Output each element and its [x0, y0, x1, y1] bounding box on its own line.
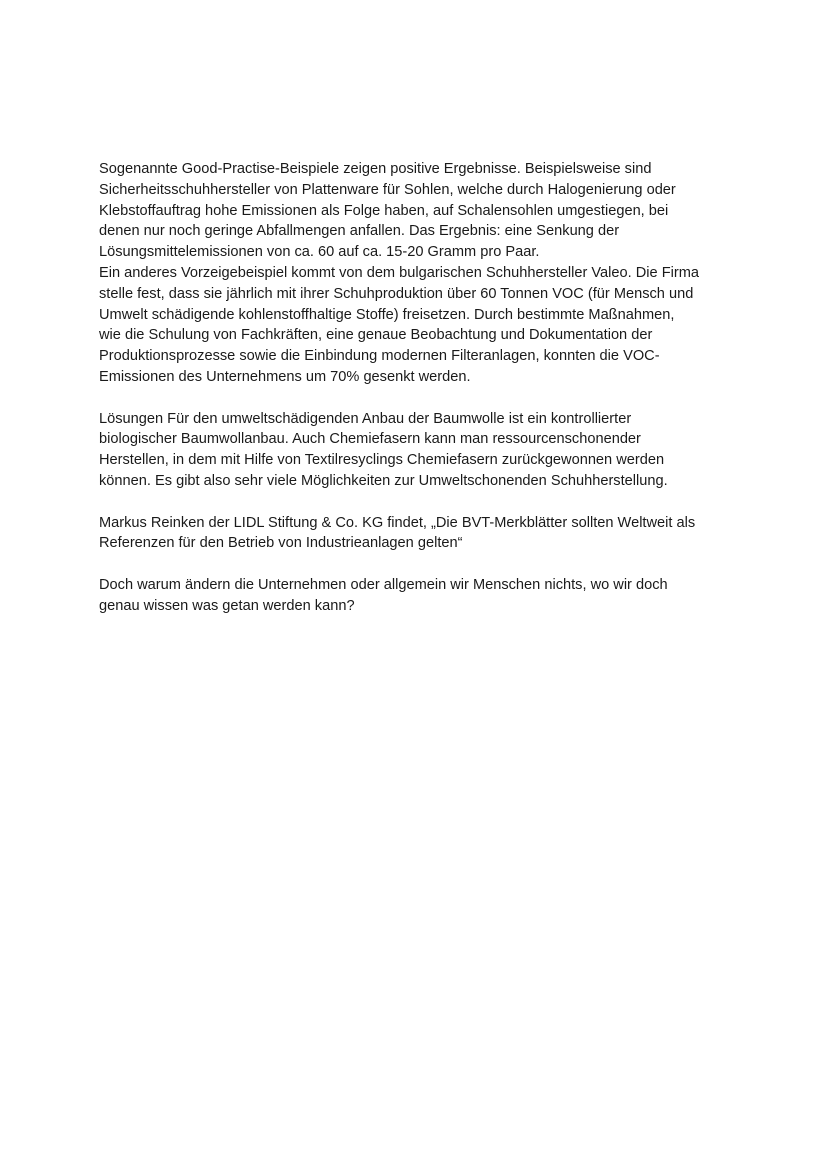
paragraph-spacer: [99, 492, 739, 513]
text-line: Sicherheitsschuhhersteller von Plattenware für Sohlen, welche durch Halogenierung oder: [99, 181, 676, 198]
text-line: Umwelt schädigende kohlenstoffhaltige Stoffe) freisetzen. Durch bestimmte Maßnahmen,: [99, 306, 675, 323]
paragraph-spacer: [99, 554, 739, 575]
paragraph-good-practise: [99, 159, 739, 388]
document-body: [99, 159, 739, 617]
text-line: Klebstoffauftrag hohe Emissionen als Folge haben, auf Schalensohlen umgestiegen, bei: [99, 202, 669, 219]
text-line: Markus Reinken der LIDL Stiftung & Co. KG findet, „Die BVT-Merkblätter sollten Weltweit als: [99, 514, 696, 531]
text-line: stelle fest, dass sie jährlich mit ihrer Schuhproduktion über 60 Tonnen VOC (für Mensch und: [99, 285, 694, 302]
paragraph-quote: [99, 513, 739, 555]
paragraph-spacer: [99, 388, 739, 409]
text-line: Sogenannte Good-Practise-Beispiele zeigen positive Ergebnisse. Beispielsweise sind: [99, 161, 652, 177]
paragraph-loesungen: [99, 409, 739, 492]
text-line: Lösungsmittelemissionen von ca. 60 auf ca. 15-20 Gramm pro Paar.: [99, 244, 540, 261]
text-line: können. Es gibt also sehr viele Möglichkeiten zur Umweltschonenden Schuhherstellung.: [99, 472, 668, 489]
text-line: wie die Schulung von Fachkräften, eine genaue Beobachtung und Dokumentation der: [99, 327, 653, 344]
text-line: biologischer Baumwollanbau. Auch Chemiefasern kann man ressourcenschonender: [99, 431, 641, 448]
text-line: Referenzen für den Betrieb von Industrieanlagen gelten“: [99, 535, 463, 552]
text-line: Emissionen des Unternehmens um 70% gesenkt werden.: [99, 368, 471, 385]
text-line: Produktionsprozesse sowie die Einbindung modernen Filteranlagen, konnten die VOC-: [99, 348, 660, 365]
text-line: Lösungen Für den umweltschädigenden Anbau der Baumwolle ist ein kontrollierter: [99, 410, 632, 427]
paragraph-question: [99, 575, 739, 617]
text-line: Doch warum ändern die Unternehmen oder allgemein wir Menschen nichts, wo wir doch: [99, 576, 668, 593]
text-line: Ein anderes Vorzeigebeispiel kommt von dem bulgarischen Schuhhersteller Valeo. Die Firma: [99, 264, 699, 281]
text-line: denen nur noch geringe Abfallmengen anfallen. Das Ergebnis: eine Senkung der: [99, 223, 620, 240]
text-line: Herstellen, in dem mit Hilfe von Textilresyclings Chemiefasern zurückgewonnen werden: [99, 452, 665, 469]
text-line: genau wissen was getan werden kann?: [99, 597, 355, 614]
